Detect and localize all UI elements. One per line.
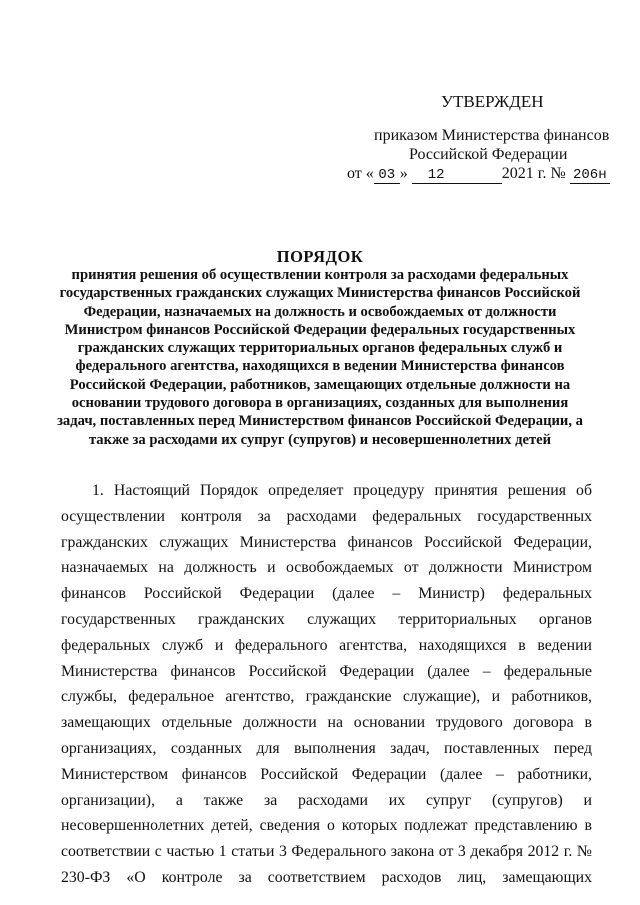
approval-title: УТВЕРЖДЕН [441,92,544,111]
document-body [61,478,592,891]
order-number-handwritten: 206н [570,168,610,184]
approval-order-line: приказом Министерства финансов [374,127,610,144]
date-prefix: от « [347,165,374,182]
document-subtitle: принятия решения об осуществлении контроля за расходами федеральных государственных гражданских служащих Министерства финансов Российской Федерации, назначаемых на должность и освобождаемых от должности Министром финансов Российской Федерации федеральных государственных гражданских служащих территориальных органов федеральных служб и федерального агентства, находящихся в ведении Министерства финансов Российской Федерации, работников, замещающих отдельные должности на основании трудового договора в организациях, созданных для выполнения задач, поставленных перед Министерством финансов Российской Федерации, а также за расходами их супруг (супругов) и несовершеннолетних детей [57,267,583,448]
date-day-handwritten: 03 [374,168,400,184]
paragraph-1: 1. Настоящий Порядок определяет процедуру принятия решения об осуществлении контроля за расходами федеральных государственных гражданских служащих Министерства финансов Российской Федерации, назначаемых на должность и освобождаемых от должности Министром финансов Российской Федерации (далее – Министр) федеральных государственных гражданских служащих территориальных органов федеральных служб и федерального агентства, находящихся в ведении Министерства финансов Российской Федерации (далее – федеральные службы, федеральное агентство, гражданские служащие), и работников, замещающих отдельные должности на основании трудового договора в организациях, созданных для выполнения задач, поставленных перед Министерством финансов Российской Федерации (далее – работники, организации), а также за расходами их супруг (супругов) и несовершеннолетних детей, сведения о которых подлежат представлению в соответствии с частью 1 статьи 3 Федерального закона от 3 декабря 2012 г. № 230-ФЗ «О контроле за соответствием расходов лиц, замещающих [61,482,592,886]
approval-date-line [347,165,610,184]
date-day-close: » [399,165,408,182]
approval-ministry-line: Российской Федерации [409,146,568,163]
date-year: 2021 г. № [501,165,566,182]
date-month-handwritten: 12 [412,168,502,184]
document-title: ПОРЯДОК [276,247,364,266]
